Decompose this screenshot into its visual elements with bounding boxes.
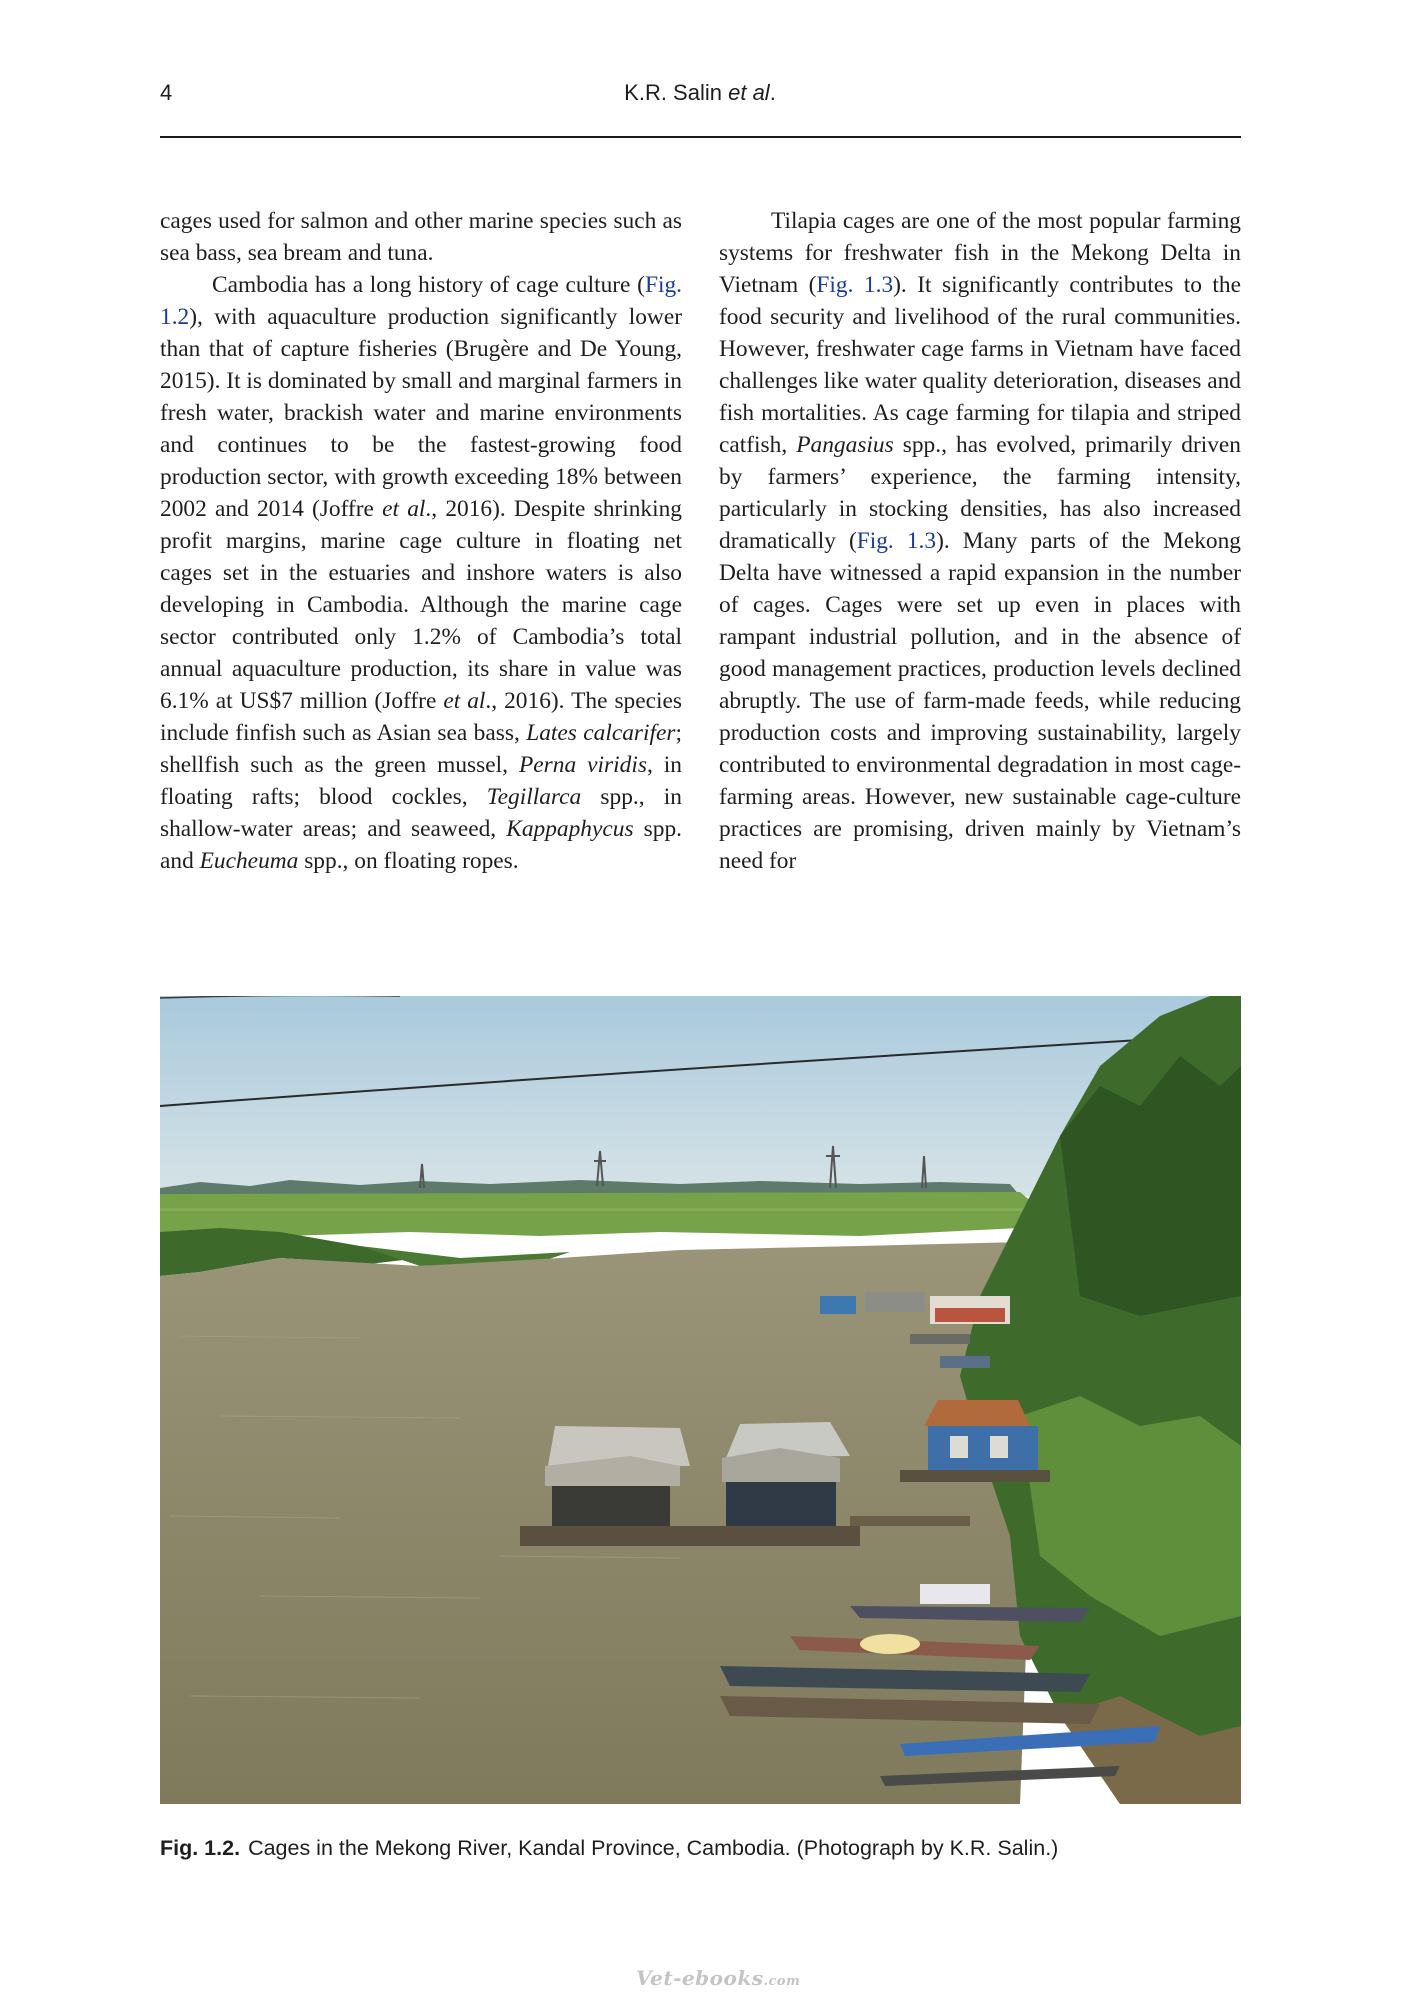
figure-reference-link[interactable]: Fig. 1.3 [816,272,894,298]
figure-reference-link[interactable]: Fig. 1.2 [160,272,682,330]
header-rule [160,136,1241,138]
figure-reference-link[interactable]: Fig. 1.3 [856,528,937,554]
text-run: ). It significantly contributes to the food security and livelihood of the rural communities. However, freshwater cage farms in Vietnam have faced challenges like water quality deterioration, diseases and fish mortalities. As cage farming for tilapia and striped catfish, [719,272,1241,458]
italic-run: Kappaphycus [506,816,634,842]
text-run: , in floating rafts; blood cockles, [160,752,682,810]
italic-run: Eucheuma [199,848,299,874]
text-run: spp. and [160,816,682,874]
italic-run: Tegillarca [486,784,582,810]
italic-run: Lates calcarifer [526,720,676,746]
figure-caption-text: Cages in the Mekong River, Kandal Province, Cambodia. (Photograph by K.R. Salin.) [248,1836,1059,1860]
text-run: Cambodia has a long history of cage culture ( [212,272,645,298]
running-head-authors: K.R. Salin [624,80,722,105]
watermark-brand: Vet-ebooks [636,1966,764,1990]
left-paragraph-2 [160,269,682,877]
right-paragraph-1 [719,205,1241,877]
text-run: ; shellfish such as the green mussel, [160,720,682,778]
text-run: Tilapia cages are one of the most popular farming systems for freshwater fish in the Mekong Delta in Vietnam ( [719,208,1241,298]
italic-run: Pangasius [796,432,894,458]
italic-run: et al [382,496,426,522]
text-run: ., 2016). The species include finfish such as Asian sea bass, [160,688,682,746]
figure-label: Fig. 1.2. [160,1836,241,1860]
text-run: ). Many parts of the Mekong Delta have witnessed a rapid expansion in the number of cages. Cages were set up even in places with rampant industrial pollution, and in the absence of good management practices, production levels declined abruptly. The use of farm-made feeds, while reducing production costs and improving sustainability, largely contributed to environmental degradation in most cage-farming areas. However, new sustainable cage-culture practices are promising, driven mainly by Vietnam’s need for [719,528,1241,874]
running-head-period: . [769,80,776,105]
italic-run: et al [443,688,486,714]
running-head-etal: et al [728,80,770,105]
text-run: ., 2016). Despite shrinking profit margins, marine cage culture in floating net cages set in the estuaries and inshore waters is also developing in Cambodia. Although the marine cage sector contributed only 1.2% of Cambodia’s total annual aquaculture production, its share in value was 6.1% at US$7 million (Joffre [160,496,682,714]
left-paragraph-1: cages used for salmon and other marine species such as sea bass, sea bream and tuna. [160,208,682,266]
watermark-suffix: .com [763,1974,801,1989]
text-run: spp., has evolved, primarily driven by farmers’ experience, the farming intensity, particularly in stocking densities, has also increased dramatically ( [719,432,1242,554]
italic-run: Perna viridis [519,752,647,778]
right-column [719,205,1241,877]
text-run: spp., on floating ropes. [298,848,519,874]
page-number: 4 [160,80,173,105]
text-run: spp., in shallow-water areas; and seaweed, [160,784,682,842]
figure-photo [160,996,1241,1804]
figure-caption [160,1836,1241,1861]
text-run: ), with aquaculture production significantly lower than that of capture fisheries (Brugère and De Young, 2015). It is dominated by small and marginal farmers in fresh water, brackish water and marine environments and continues to be the fastest-growing food production sector, with growth exceeding 18% between 2002 and 2014 (Joffre [160,304,682,522]
watermark-logo [636,1966,800,1990]
running-head [160,80,1240,106]
left-column [160,205,682,877]
